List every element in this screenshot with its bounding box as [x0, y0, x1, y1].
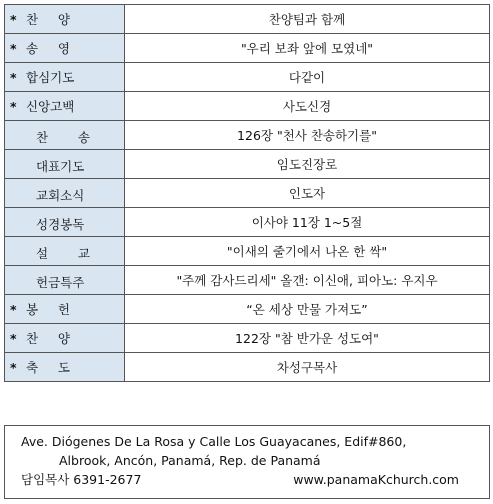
address-line-1: Ave. Diógenes De La Rosa y Calle Los Guayacanes, Edif#860, — [21, 434, 407, 449]
marker-star: * — [10, 301, 17, 317]
order-row — [5, 92, 490, 121]
order-content: 122장 "참 반가운 성도여" — [125, 324, 490, 353]
marker-star: * — [10, 359, 17, 375]
order-content: 차성구목사 — [125, 353, 490, 382]
order-label-cell — [5, 179, 125, 208]
marker-star: * — [10, 11, 17, 27]
order-content: 사도신경 — [125, 92, 490, 121]
church-info-footer — [4, 425, 490, 499]
marker-star: * — [10, 98, 17, 114]
order-label: 찬 양 — [26, 331, 70, 346]
order-content: 이사야 11장 1~5절 — [125, 208, 490, 237]
address-line-2: Albrook, Ancón, Panamá, Rep. de Panamá — [59, 453, 321, 468]
order-label-cell — [5, 63, 125, 92]
order-row — [5, 150, 490, 179]
order-row — [5, 208, 490, 237]
order-row — [5, 34, 490, 63]
marker-star: * — [10, 330, 17, 346]
marker-star: * — [10, 69, 17, 85]
order-label: 성경봉독 — [36, 216, 85, 232]
order-content: 임도진장로 — [125, 150, 490, 179]
order-row — [5, 353, 490, 382]
order-row — [5, 5, 490, 34]
order-label: 교회소식 — [36, 187, 85, 203]
order-label-cell — [5, 324, 125, 353]
order-label-cell — [5, 208, 125, 237]
order-row — [5, 179, 490, 208]
pastor-phone: 담임목사 6391-2677 — [21, 472, 142, 487]
order-label-cell — [5, 353, 125, 382]
order-label: 헌금특주 — [36, 274, 85, 290]
order-label: 축 도 — [26, 360, 70, 375]
order-label: 대표기도 — [36, 158, 85, 174]
order-content: 126장 "천사 찬송하기를" — [125, 121, 490, 150]
order-content: 다같이 — [125, 63, 490, 92]
order-row — [5, 324, 490, 353]
order-label: 찬 양 — [26, 12, 70, 27]
order-label-cell — [5, 121, 125, 150]
order-content: "주께 감사드리세" 올갠: 이신애, 피아노: 우지우 — [125, 266, 490, 295]
order-row — [5, 63, 490, 92]
order-label-cell — [5, 92, 125, 121]
order-label-cell — [5, 266, 125, 295]
order-label: 찬 송 — [36, 129, 90, 145]
order-row — [5, 237, 490, 266]
marker-star: * — [10, 40, 17, 56]
order-label-cell — [5, 34, 125, 63]
order-label: 설 교 — [36, 245, 90, 261]
order-label: 신앙고백 — [26, 99, 75, 114]
order-content: 인도자 — [125, 179, 490, 208]
order-label: 합심기도 — [26, 70, 75, 85]
order-label-cell — [5, 5, 125, 34]
order-label-cell — [5, 150, 125, 179]
order-label-cell — [5, 295, 125, 324]
order-row — [5, 295, 490, 324]
order-label-cell — [5, 237, 125, 266]
order-label: 봉 헌 — [26, 302, 70, 317]
church-website[interactable]: www.panamaKchurch.com — [293, 472, 459, 487]
order-row — [5, 266, 490, 295]
order-content: 찬양팀과 함께 — [125, 5, 490, 34]
order-content: "이새의 줄기에서 나온 한 싹" — [125, 237, 490, 266]
order-content: “온 세상 만물 가져도” — [125, 295, 490, 324]
worship-order-table — [4, 4, 490, 382]
contact-line — [21, 470, 475, 489]
order-row — [5, 121, 490, 150]
order-content: "우리 보좌 앞에 모였네" — [125, 34, 490, 63]
order-label: 송 영 — [26, 41, 70, 56]
